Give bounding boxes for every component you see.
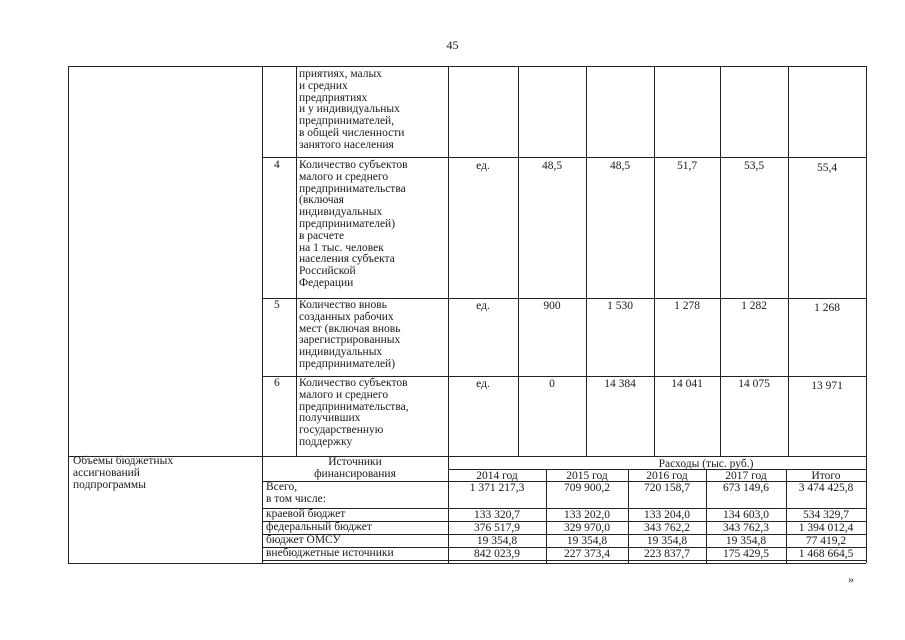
indicator-name-line: Количество субъектов (299, 377, 408, 389)
table-rule (68, 66, 69, 456)
budget-value: 134 603,0 (723, 509, 769, 521)
sources-header-line: финансирования (314, 468, 396, 480)
source-label: краевой бюджет (266, 508, 346, 520)
indicator-number: 5 (274, 299, 280, 311)
indicator-name-line: и у индивидуальных (299, 103, 400, 116)
budget-value: 175 429,5 (723, 548, 769, 560)
closing-quote: » (848, 572, 854, 586)
program-table (68, 66, 866, 563)
budget-value: 376 517,9 (474, 522, 520, 534)
indicator-name-line: Федерации (299, 277, 354, 289)
table-rule (788, 66, 789, 456)
indicator-name-line: населения субъекта (299, 253, 395, 266)
expenses-header: Расходы (тыс. руб.) (658, 458, 754, 470)
year-header: 2017 год (725, 470, 767, 482)
indicator-name-line: Количество субъектов (299, 159, 408, 171)
budget-value: 133 204,0 (644, 509, 690, 521)
indicator-unit: ед. (476, 378, 490, 390)
source-label: бюджет ОМСУ (266, 534, 341, 546)
table-rule (262, 560, 866, 561)
indicator-name-line: индивидуальных (299, 206, 383, 219)
table-rule (518, 66, 519, 456)
indicator-value: 14 384 (604, 378, 636, 390)
table-rule (68, 563, 866, 564)
indicator-name-line: малого и среднего (299, 388, 389, 401)
indicator-value: 1 268 (814, 302, 840, 314)
indicator-name-line: получивших (299, 412, 361, 425)
indicator-value: 14 041 (671, 378, 703, 390)
budget-value: 19 354,8 (566, 535, 608, 547)
indicator-name-line: предпринимателей) (299, 358, 396, 370)
indicator-value: 48,5 (609, 160, 631, 172)
budget-value: 709 900,2 (564, 482, 610, 494)
table-rule (296, 66, 297, 456)
budget-value: 329 970,0 (564, 522, 610, 534)
indicator-name-line: (включая (299, 194, 344, 207)
table-rule (448, 66, 449, 456)
indicator-name-line: малого и среднего (299, 170, 389, 183)
indicator-name-line: предприятиях (299, 91, 368, 104)
indicator-name-line: занятого населения (299, 138, 394, 151)
indicator-name-line: Количество вновь (299, 299, 387, 311)
indicator-value: 51,7 (676, 160, 698, 172)
indicator-name-line: предпринимательства, (299, 400, 409, 413)
budget-value: 720 158,7 (644, 482, 690, 494)
indicator-name-line: и средних (299, 79, 348, 92)
budget-value: 227 373,4 (564, 548, 610, 560)
year-header: 2014 год (476, 470, 518, 482)
table-rule (262, 157, 866, 158)
indicator-value: 13 971 (811, 380, 843, 392)
budget-value: 534 329,7 (803, 509, 849, 521)
indicator-name-line: зарегистрированных (299, 334, 401, 347)
table-rule (866, 456, 867, 563)
indicator-value: 55,4 (816, 162, 838, 174)
indicator-value: 14 075 (738, 378, 770, 390)
indicator-name-line: приятиях, малых (299, 68, 382, 80)
source-label: в том числе: (266, 493, 326, 505)
budget-value: 343 762,2 (644, 522, 690, 534)
indicator-value: 0 (549, 378, 555, 390)
source-label: внебюджетные источники (266, 547, 394, 559)
budget-value: 19 354,8 (646, 535, 688, 547)
source-label: Всего, (266, 481, 298, 493)
budget-value: 223 837,7 (644, 548, 690, 560)
budget-value: 343 762,3 (723, 522, 769, 534)
year-header: 2016 год (646, 470, 688, 482)
budget-label-line: ассигнований (73, 467, 140, 479)
indicator-name-line: Российской (299, 265, 356, 278)
indicator-number: 4 (274, 159, 280, 171)
indicator-name-line: государственную (299, 424, 384, 437)
indicator-name-line: созданных рабочих (299, 310, 394, 323)
budget-value: 133 202,0 (564, 509, 610, 521)
indicator-name-line: предпринимательства (299, 182, 406, 195)
indicator-name-line: в расчете (299, 229, 345, 242)
indicator-name-line: предпринимателей, (299, 115, 395, 128)
year-header: 2015 год (566, 470, 608, 482)
indicator-name-line: мест (включая вновь (299, 322, 401, 335)
table-rule (720, 66, 721, 456)
budget-value: 1 394 012,4 (798, 522, 854, 534)
table-rule (68, 66, 866, 67)
indicator-value: 900 (543, 300, 561, 312)
table-rule (68, 456, 866, 457)
budget-value: 1 371 217,3 (469, 482, 525, 494)
indicator-value: 1 282 (741, 300, 767, 312)
table-rule (262, 66, 263, 456)
budget-value: 3 474 425,8 (798, 482, 854, 494)
table-rule (654, 66, 655, 456)
indicator-unit: ед. (476, 160, 490, 172)
indicator-unit: ед. (476, 300, 490, 312)
indicator-value: 53,5 (743, 160, 765, 172)
indicator-name-line: поддержку (299, 436, 353, 448)
indicator-number: 6 (274, 377, 280, 389)
indicator-name-line: индивидуальных (299, 346, 383, 359)
table-rule (68, 456, 69, 563)
budget-label-line: подпрограммы (73, 479, 146, 491)
indicator-value: 48,5 (541, 160, 563, 172)
table-rule (586, 66, 587, 456)
indicator-value: 1 530 (607, 300, 633, 312)
indicator-name-line: на 1 тыс. человек (299, 241, 384, 254)
budget-value: 19 354,8 (725, 535, 767, 547)
budget-value: 77 419,2 (805, 535, 847, 547)
budget-label-line: Объемы бюджетных (73, 455, 174, 467)
indicator-name-line: предпринимателей) (299, 218, 396, 230)
indicator-value: 1 278 (674, 300, 700, 312)
sources-header-line: Источники (328, 456, 382, 468)
source-label: федеральный бюджет (266, 521, 372, 533)
year-header: Итого (811, 470, 841, 482)
budget-value: 133 320,7 (474, 509, 520, 521)
indicator-name-line: в общей численности (299, 127, 405, 139)
page-number: 45 (446, 38, 459, 52)
budget-value: 19 354,8 (476, 535, 518, 547)
table-rule (866, 66, 867, 456)
budget-value: 673 149,6 (723, 482, 769, 494)
budget-value: 1 468 664,5 (798, 548, 854, 560)
budget-value: 842 023,9 (474, 548, 520, 560)
